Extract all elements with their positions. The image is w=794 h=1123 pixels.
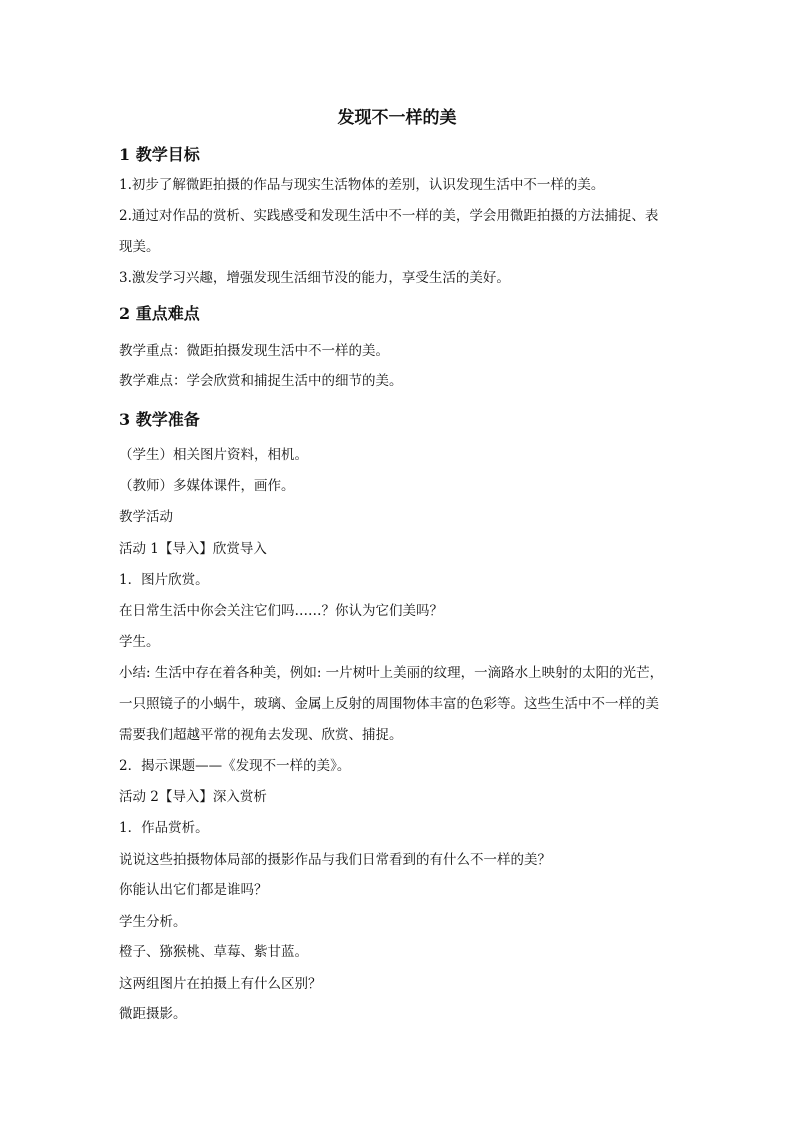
paragraph-line: 你能认出它们都是谁吗？ (119, 882, 268, 898)
paragraph-line: 小结: 生活中存在着各种美，例如: 一片树叶上美丽的纹理，一滴路水上映射的太阳的光芒， (119, 665, 664, 681)
activity-heading: 活动 1【导入】欣赏导入 (119, 541, 267, 557)
paragraph-line: 学生。 (119, 634, 160, 650)
paragraph-line: （教师）多媒体课件，画作。 (119, 478, 295, 494)
paragraph-line: 2.通过对作品的赏析、实践感受和发现生活中不一样的美，学会用微距拍摄的方法捕捉、表 (119, 208, 659, 224)
paragraph-line: 微距摄影。 (119, 1006, 187, 1022)
activity-heading: 活动 2【导入】深入赏析 (119, 789, 267, 805)
paragraph-line: （学生）相关图片资料，相机。 (119, 447, 308, 463)
paragraph-line: 1．作品赏析。 (119, 820, 209, 836)
paragraph-line: 一只照镜子的小蜗牛，玻璃、金属上反射的周围物体丰富的色彩等。这些生活中不一样的美 (119, 696, 659, 712)
paragraph-line: 1.初步了解微距拍摄的作品与现实生活物体的差别，认识发现生活中不一样的美。 (119, 177, 605, 193)
paragraph-line: 1．图片欣赏。 (119, 572, 209, 588)
section-heading-preparation: 3 教学准备 (119, 410, 200, 429)
paragraph-line: 需要我们超越平常的视角去发现、欣赏、捕捉。 (119, 727, 403, 743)
paragraph-line: 教学重点：微距拍摄发现生活中不一样的美。 (119, 343, 389, 359)
section-heading-objectives: 1 教学目标 (119, 145, 200, 164)
document-title: 发现不一样的美 (337, 108, 457, 128)
paragraph-line: 3.激发学习兴趣，增强发现生活细节没的能力，享受生活的美好。 (119, 270, 510, 286)
paragraph-line: 教学活动 (119, 509, 173, 525)
paragraph-line: 2．揭示课题——《发现不一样的美》。 (119, 758, 351, 774)
paragraph-line: 教学难点：学会欣赏和捕捉生活中的细节的美。 (119, 373, 403, 389)
paragraph-line: 说说这些拍摄物体局部的摄影作品与我们日常看到的有什么不一样的美？ (119, 852, 551, 868)
section-heading-key-points: 2 重点难点 (119, 304, 200, 323)
paragraph-line: 学生分析。 (119, 914, 187, 930)
paragraph-line: 在日常生活中你会关注它们吗……？你认为它们美吗？ (119, 603, 443, 619)
paragraph-line: 现美。 (119, 239, 160, 255)
paragraph-line: 这两组图片在拍摄上有什么区别？ (119, 976, 322, 992)
paragraph-line: 橙子、猕猴桃、草莓、紫甘蓝。 (119, 944, 308, 960)
